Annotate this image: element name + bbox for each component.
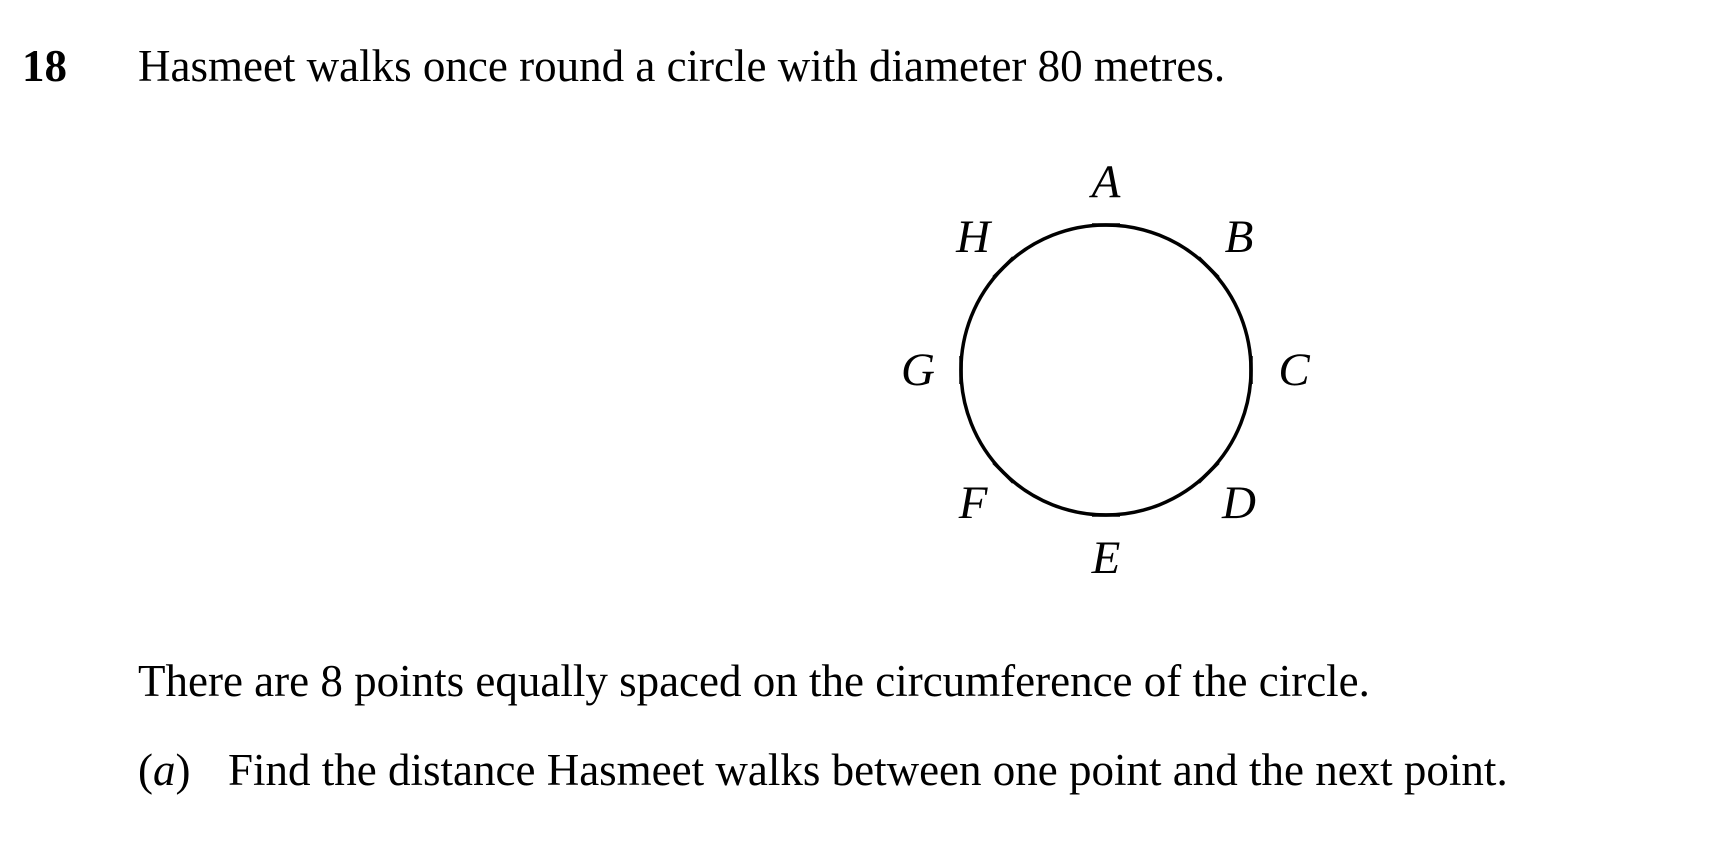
point-label-c: C [1278,344,1310,396]
part-a-text: Find the distance Hasmeet walks between one point and the next point. [228,745,1508,795]
tick-mark-d [1199,463,1219,483]
point-label-d: D [1221,476,1256,529]
part-a-letter: a [153,745,176,795]
info-text: There are 8 points equally spaced on the circumference of the circle. [138,656,1370,706]
part-a [138,742,1508,798]
point-label-h: H [956,211,991,264]
question-stem: Hasmeet walks once round a circle with diameter 80 metres. [138,41,1226,91]
tick-mark-h [994,258,1014,278]
point-label-a: A [1091,156,1121,208]
point-label-g: G [901,344,935,396]
tick-mark-f [994,463,1014,483]
point-label-e: E [1091,532,1121,584]
point-label-b: B [1224,211,1254,264]
part-a-label: (a) [138,745,191,795]
tick-mark-b [1199,258,1219,278]
point-label-f: F [958,476,988,529]
question-number: 18 [22,41,67,91]
